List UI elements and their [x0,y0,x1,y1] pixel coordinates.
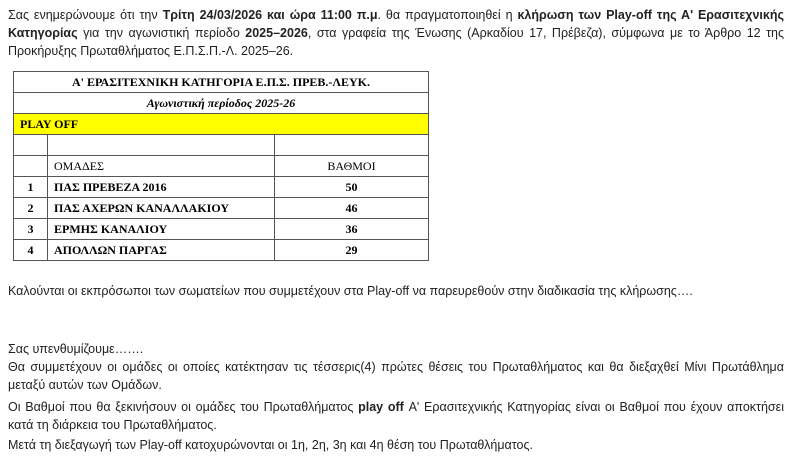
reminder-paragraph-1: Θα συμμετέχουν οι ομάδες οι οποίες κατέκτησαν τις τέσσερις(4) πρώτες θέσεις του Πρωταθλήματος και θα διεξαχθεί Μίνι Πρωτάθλημα μεταξύ αυτών των Ομάδων. [8,360,784,392]
row-team: ΑΠΟΛΛΩΝ ΠΑΡΓΑΣ [48,240,275,261]
table-row [14,177,429,198]
play-off-bold: play off [358,400,404,414]
standings-table [13,71,429,261]
reminder-paragraph-3: Μετά τη διεξαγωγή των Play-off κατοχυρώνονται οι 1η, 2η, 3η και 4η θέση του Πρωταθλήματος. [8,438,533,452]
row-pos: 2 [14,198,48,219]
table-season-row [14,93,429,114]
table-empty-row [14,135,429,156]
intro-text-4: , στα γραφεία της Ένωσης (Αρκαδίου 17, Πρέβεζα), σύμφωνα με το Άρθρο 12 της Προκήρυξης Πρωταθλήματος Ε.Π.Σ.Π.-Λ. 2025–26. [8,26,785,58]
draw-subject: κλήρωση των Play-off της Α' Ερασιτεχνικής Κατηγορίας [8,8,784,40]
row-team: ΠΑΣ ΠΡΕΒΕΖΑ 2016 [48,177,275,198]
row-points: 29 [275,240,429,261]
reminder-text-c: Α' Ερασιτεχνικής Κατηγορίας είναι οι Βαθμοί που έχουν αποκτήσει κατά τη διάρκεια του Πρωταθλήματος. [8,400,784,432]
table-season: Αγωνιστική περίοδος 2025-26 [14,93,429,114]
intro-text-3: για την αγωνιστική περίοδο [77,26,246,40]
table-section-row [14,114,429,135]
intro-text-2: . θα πραγματοποιηθεί η [377,8,518,22]
table-title-row [14,72,429,93]
row-pos: 3 [14,219,48,240]
reminder-paragraph-2 [8,398,784,434]
row-points: 50 [275,177,429,198]
season-years: 2025–2026 [245,26,308,40]
header-points: ΒΑΘΜΟΙ [275,156,429,177]
table-row [14,219,429,240]
intro-paragraph [8,6,784,60]
reminder-text-a: Οι Βαθμοί που θα ξεκινήσουν οι ομάδες του Πρωταθλήματος [8,400,359,414]
table-row [14,240,429,261]
row-team: ΕΡΜΗΣ ΚΑΝΑΛΙΟΥ [48,219,275,240]
table-row [14,198,429,219]
row-pos: 1 [14,177,48,198]
draw-date: Τρίτη 24/03/2026 και ώρα 11:00 π.μ [162,8,378,22]
row-points: 36 [275,219,429,240]
table-title: Α' ΕΡΑΣΙΤΕΧΝΙΚΗ ΚΑΤΗΓΟΡΙΑ Ε.Π.Σ. ΠΡΕΒ.-ΛΕΥΚ. [14,72,429,93]
invite-paragraph: Καλούνται οι εκπρόσωποι των σωματείων που συμμετέχουν στα Play-off να παρευρεθούν στην διαδικασία της κλήρωσης…. [8,284,693,298]
row-points: 46 [275,198,429,219]
empty-cell [275,135,429,156]
reminder-heading: Σας υπενθυμίζουμε……. [8,342,144,356]
empty-cell [48,135,275,156]
empty-cell [14,135,48,156]
row-team: ΠΑΣ ΑΧΕΡΩΝ ΚΑΝΑΛΛΑΚΙΟΥ [48,198,275,219]
table-header-row [14,156,429,177]
row-pos: 4 [14,240,48,261]
header-teams: ΟΜΑΔΕΣ [48,156,275,177]
header-pos [14,156,48,177]
play-off-label: PLAY OFF [14,114,429,135]
intro-text-1: Σας ενημερώνουμε ότι την [8,8,163,22]
